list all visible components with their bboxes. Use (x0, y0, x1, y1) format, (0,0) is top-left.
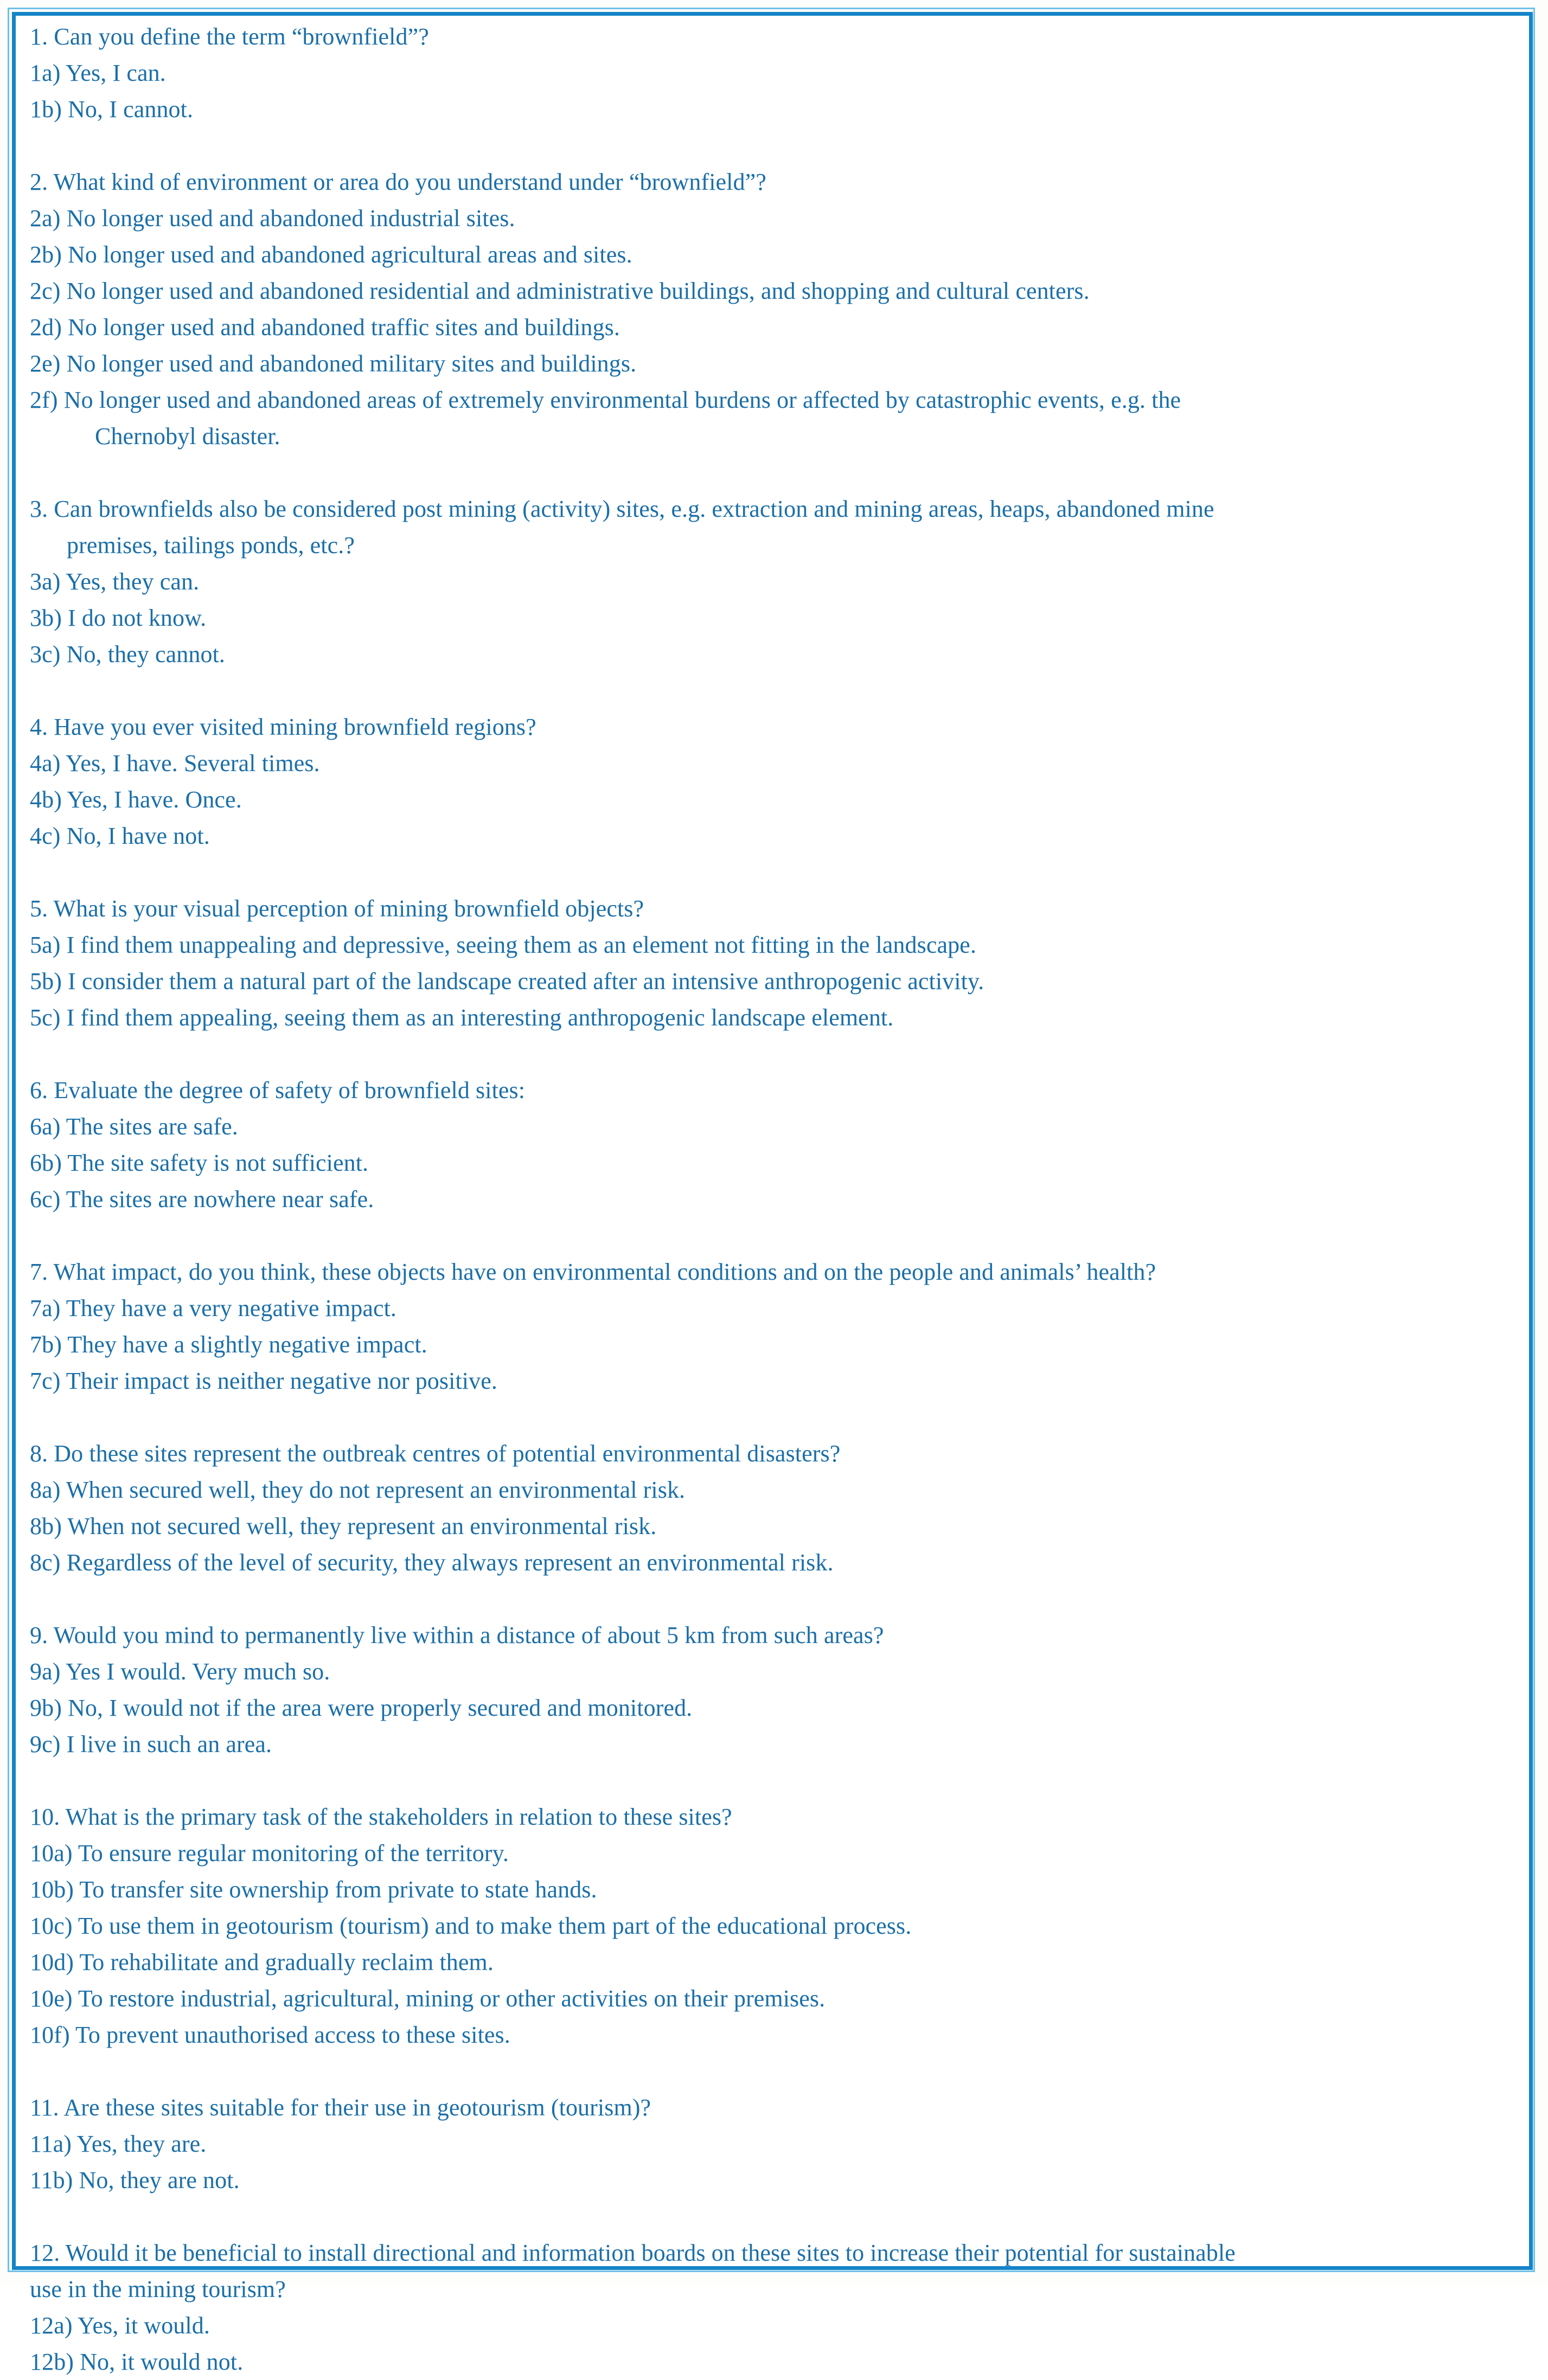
question-option-12b[interactable]: 12b) No, it would not. (30, 2349, 244, 2375)
question-prompt-12-line1: 12. Would it be beneficial to install directional and information boards on these sites to increase their potential for sustainable (30, 2240, 1236, 2266)
question-option-1b[interactable]: 1b) No, I cannot. (30, 96, 194, 123)
question-prompt-7: 7. What impact, do you think, these objects have on environmental conditions and on the people and animals’ health? (30, 1259, 1156, 1285)
question-option-8c[interactable]: 8c) Regardless of the level of security, they always represent an environmental risk. (30, 1549, 834, 1576)
question-group-1 (30, 18, 1529, 127)
question-option-5c[interactable]: 5c) I find them appealing, seeing them as an interesting anthropogenic landscape element. (30, 1004, 894, 1031)
group-spacer (30, 1217, 1529, 1254)
question-group-6 (30, 1072, 1529, 1217)
question-option-10e[interactable]: 10e) To restore industrial, agricultural, mining or other activities on their premises. (30, 1985, 826, 2012)
question-option-4b[interactable]: 4b) Yes, I have. Once. (30, 786, 242, 813)
question-prompt-3-line2: premises, tailings ponds, etc.? (67, 532, 355, 559)
question-prompt-2: 2. What kind of environment or area do you understand under “brownfield”? (30, 169, 766, 195)
group-spacer (30, 1399, 1529, 1435)
question-option-3b[interactable]: 3b) I do not know. (30, 605, 207, 631)
questionnaire-content (30, 18, 1533, 2380)
question-option-2f-line2: Chernobyl disaster. (95, 423, 280, 450)
question-option-9c[interactable]: 9c) I live in such an area. (30, 1731, 272, 1757)
question-option-2f-line1: 2f) No longer used and abandoned areas of extremely environmental burdens or affected by catastrophic events, e.g. the (30, 387, 1181, 413)
question-prompt-11: 11. Are these sites suitable for their use in geotourism (tourism)? (30, 2094, 651, 2121)
question-option-2b[interactable]: 2b) No longer used and abandoned agricultural areas and sites. (30, 241, 632, 268)
question-option-2d[interactable]: 2d) No longer used and abandoned traffic sites and buildings. (30, 314, 620, 341)
question-prompt-12-line2: use in the mining tourism? (30, 2276, 286, 2302)
question-option-3c[interactable]: 3c) No, they cannot. (30, 641, 225, 668)
group-spacer (30, 1762, 1529, 1799)
question-option-7c[interactable]: 7c) Their impact is neither negative nor positive. (30, 1368, 497, 1394)
question-option-10d[interactable]: 10d) To rehabilitate and gradually reclaim them. (30, 1949, 494, 1975)
question-prompt-3 (30, 491, 1529, 563)
group-spacer (30, 672, 1529, 709)
question-prompt-9: 9. Would you mind to permanently live within a distance of about 5 km from such areas? (30, 1622, 884, 1648)
question-option-10b[interactable]: 10b) To transfer site ownership from private to state hands. (30, 1876, 597, 1903)
group-spacer (30, 1581, 1529, 1617)
question-option-2a[interactable]: 2a) No longer used and abandoned industrial sites. (30, 205, 515, 232)
question-option-7a[interactable]: 7a) They have a very negative impact. (30, 1295, 397, 1321)
group-spacer (30, 2198, 1529, 2235)
question-group-10 (30, 1799, 1529, 2053)
question-option-10f[interactable]: 10f) To prevent unauthorised access to these sites. (30, 2022, 510, 2048)
question-group-8 (30, 1435, 1529, 1581)
question-option-5a[interactable]: 5a) I find them unappealing and depressive, seeing them as an element not fitting in the landscape. (30, 932, 976, 958)
question-group-3 (30, 491, 1529, 672)
question-prompt-8: 8. Do these sites represent the outbreak centres of potential environmental disasters? (30, 1440, 841, 1467)
question-option-4a[interactable]: 4a) Yes, I have. Several times. (30, 750, 320, 777)
group-spacer (30, 2053, 1529, 2089)
question-option-10c[interactable]: 10c) To use them in geotourism (tourism) and to make them part of the educational process. (30, 1913, 912, 1939)
question-prompt-4: 4. Have you ever visited mining brownfield regions? (30, 714, 536, 740)
question-option-9b[interactable]: 9b) No, I would not if the area were properly secured and monitored. (30, 1695, 693, 1721)
question-option-8a[interactable]: 8a) When secured well, they do not represent an environmental risk. (30, 1477, 686, 1503)
question-option-12a[interactable]: 12a) Yes, it would. (30, 2312, 210, 2339)
question-group-5 (30, 890, 1529, 1036)
question-group-4 (30, 709, 1529, 854)
question-option-1a[interactable]: 1a) Yes, I can. (30, 60, 166, 86)
question-option-10a[interactable]: 10a) To ensure regular monitoring of the territory. (30, 1840, 509, 1866)
question-option-5b[interactable]: 5b) I consider them a natural part of the landscape created after an intensive anthropogenic activity. (30, 968, 984, 995)
question-prompt-12 (30, 2235, 1529, 2307)
question-option-11a[interactable]: 11a) Yes, they are. (30, 2131, 207, 2157)
question-option-6a[interactable]: 6a) The sites are safe. (30, 1113, 238, 1140)
question-prompt-3-line1: 3. Can brownfields also be considered post mining (activity) sites, e.g. extraction and mining areas, heaps, abandoned mine (30, 496, 1214, 522)
group-spacer (30, 1036, 1529, 1072)
group-spacer (30, 454, 1529, 491)
question-group-2 (30, 164, 1529, 454)
question-option-7b[interactable]: 7b) They have a slightly negative impact. (30, 1331, 427, 1358)
question-group-12 (30, 2235, 1529, 2380)
question-option-4c[interactable]: 4c) No, I have not. (30, 823, 210, 849)
question-group-9 (30, 1617, 1529, 1762)
question-option-6c[interactable]: 6c) The sites are nowhere near safe. (30, 1186, 374, 1213)
group-spacer (30, 854, 1529, 890)
question-group-7 (30, 1254, 1529, 1399)
question-option-6b[interactable]: 6b) The site safety is not sufficient. (30, 1150, 369, 1176)
question-prompt-1: 1. Can you define the term “brownfield”? (30, 23, 429, 50)
question-prompt-5: 5. What is your visual perception of mining brownfield objects? (30, 895, 644, 922)
question-option-2c[interactable]: 2c) No longer used and abandoned residential and administrative buildings, and shopping and cultural centers. (30, 278, 1090, 304)
question-prompt-6: 6. Evaluate the degree of safety of brownfield sites: (30, 1077, 526, 1104)
question-option-2e[interactable]: 2e) No longer used and abandoned military sites and buildings. (30, 350, 637, 377)
question-option-8b[interactable]: 8b) When not secured well, they represent an environmental risk. (30, 1513, 657, 1539)
question-group-11 (30, 2089, 1529, 2198)
question-option-11b[interactable]: 11b) No, they are not. (30, 2167, 240, 2193)
question-option-9a[interactable]: 9a) Yes I would. Very much so. (30, 1658, 330, 1685)
question-prompt-10: 10. What is the primary task of the stakeholders in relation to these sites? (30, 1804, 732, 1830)
group-spacer (30, 127, 1529, 164)
question-option-3a[interactable]: 3a) Yes, they can. (30, 568, 200, 595)
question-option-2f[interactable] (30, 382, 1529, 454)
